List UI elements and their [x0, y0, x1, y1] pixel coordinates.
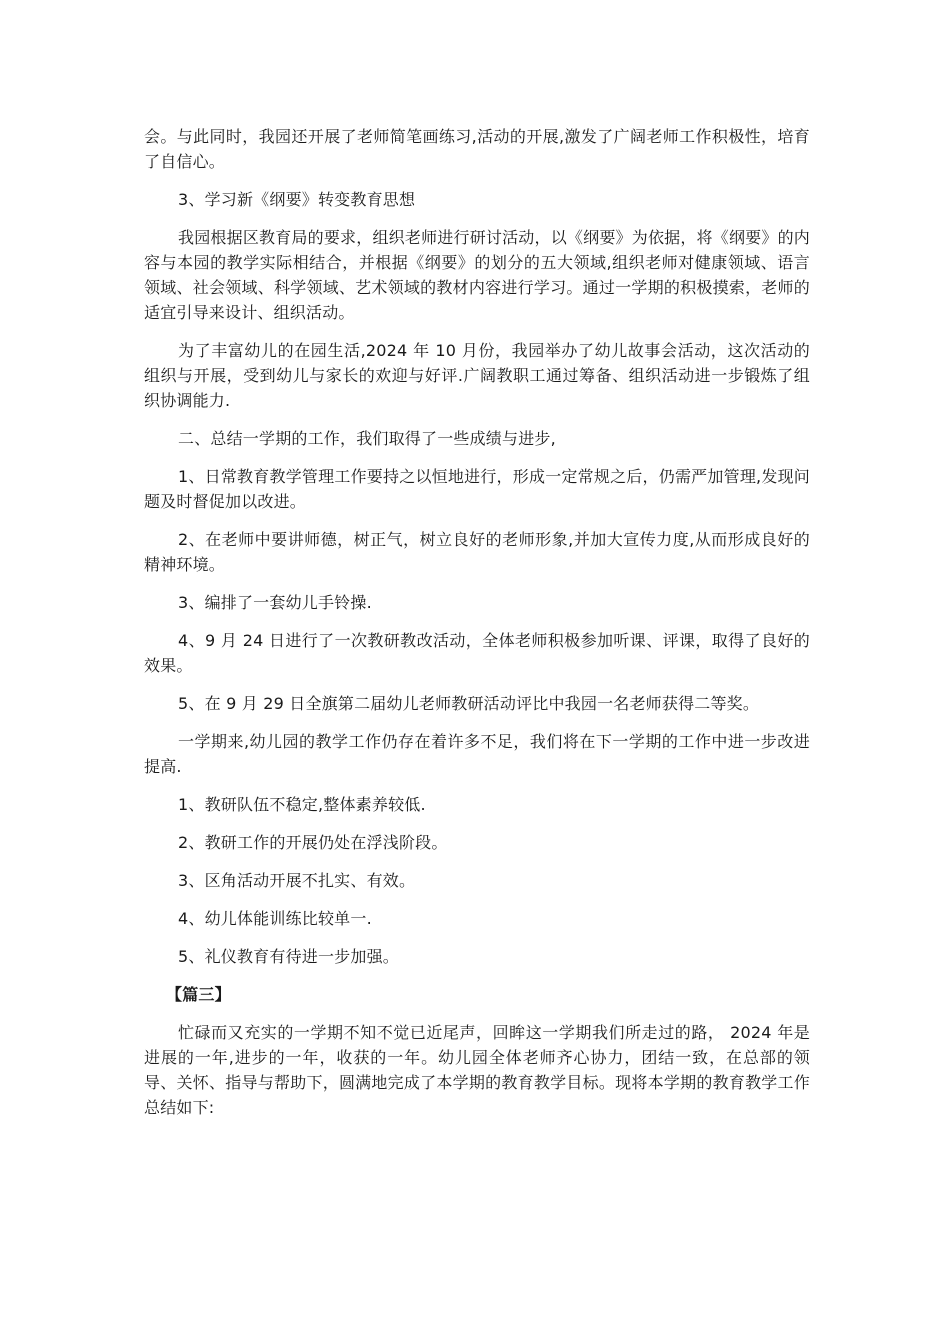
paragraph: 2、教研工作的开展仍处在浮浅阶段。 — [178, 833, 448, 852]
section-heading: 【篇三】 — [166, 985, 231, 1004]
paragraph: 1、教研队伍不稳定,整体素养较低. — [178, 795, 426, 814]
paragraph: 5、礼仪教育有待进一步加强。 — [178, 947, 399, 966]
paragraph: 5、在 9 月 29 日全旗第二届幼儿老师教研活动评比中我园一名老师获得二等奖。 — [178, 694, 760, 713]
paragraph: 会。与此同时，我园还开展了老师简笔画练习,活动的开展,激发了广阔老师工作积极性，培育了自信心。 — [144, 127, 810, 171]
paragraph: 我园根据区教育局的要求，组织老师进行研讨活动，以《纲要》为依据，将《纲要》的内容与本园的教学实际相结合，并根据《纲要》的划分的五大领域,组织老师对健康领域、语言领域、社会领域、科学领域、艺术领域的教材内容进行学习。通过一学期的积极摸索，老师的适宜引导来设计、组织活动。 — [144, 228, 810, 322]
paragraph: 4、幼儿体能训练比较单一. — [178, 909, 372, 928]
paragraph: 3、编排了一套幼儿手铃操. — [178, 593, 372, 612]
paragraph: 3、区角活动开展不扎实、有效。 — [178, 871, 416, 890]
paragraph: 4、9 月 24 日进行了一次教研教改活动，全体老师积极参加听课、评课，取得了良好的效果。 — [144, 631, 810, 675]
paragraph: 1、日常教育教学管理工作要持之以恒地进行，形成一定常规之后，仍需严加管理,发现问题及时督促加以改进。 — [144, 467, 810, 511]
paragraph: 二、总结一学期的工作，我们取得了一些成绩与进步, — [178, 429, 556, 448]
paragraph: 忙碌而又充实的一学期不知不觉已近尾声，回眸这一学期我们所走过的路， 2024 年是进展的一年,进步的一年，收获的一年。幼儿园全体老师齐心协力，团结一致，在总部的领导、关怀、指导与帮助下，圆满地完成了本学期的教育教学目标。现将本学期的教育教学工作总结如下: — [144, 1023, 810, 1117]
paragraph: 2、在老师中要讲师德，树正气，树立良好的老师形象,并加大宣传力度,从而形成良好的精神环境。 — [144, 530, 810, 574]
paragraph: 一学期来,幼儿园的教学工作仍存在着许多不足，我们将在下一学期的工作中进一步改进提高. — [144, 732, 810, 776]
paragraph: 3、学习新《纲要》转变教育思想 — [178, 190, 416, 209]
document-body — [144, 124, 810, 1133]
paragraph: 为了丰富幼儿的在园生活,2024 年 10 月份，我园举办了幼儿故事会活动，这次活动的组织与开展，受到幼儿与家长的欢迎与好评.广阔教职工通过筹备、组织活动进一步锻炼了组织协调能力. — [144, 341, 810, 410]
